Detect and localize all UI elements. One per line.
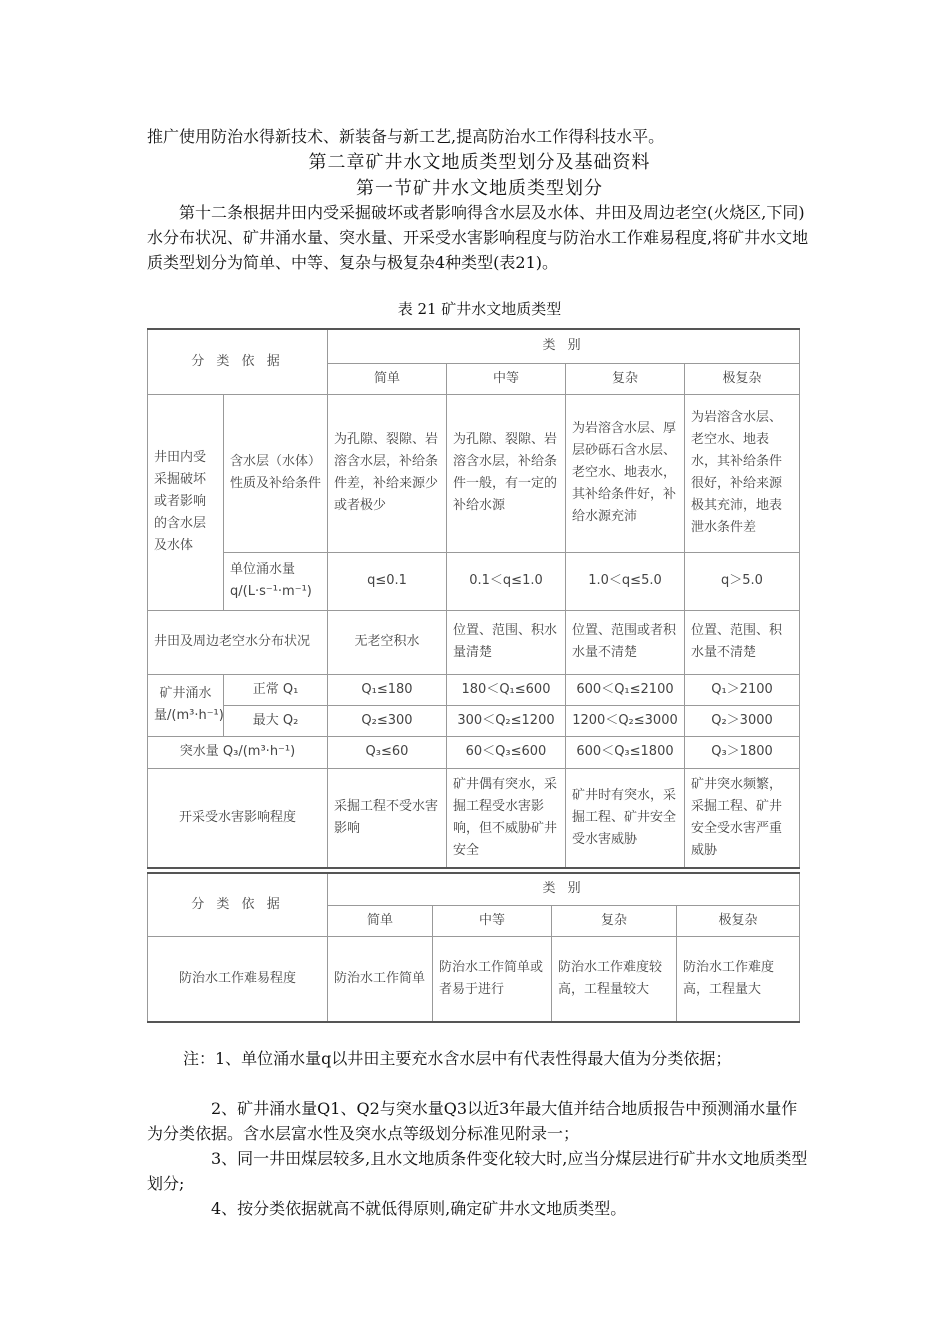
col-simple: 简单 <box>328 363 447 394</box>
section-title: 第一节矿井水文地质类型划分 <box>356 178 603 199</box>
basis-header: 分 类 依 据 <box>148 329 328 394</box>
difficulty-simple: 防治水工作简单 <box>328 936 433 1022</box>
goaf-medium: 位置、范围、积水量清楚 <box>447 610 566 674</box>
max-extreme: Q₂＞3000 <box>685 705 800 736</box>
article-12-paragraph: 第十二条根据井田内受采掘破坏或者影响得含水层及水体、井田及周边老空(火烧区,下同)水分布状况、矿井涌水量、突水量、开采受水害影响程度与防治水工作难易程度,将矿井水文地质类型划分为简单、中等、复杂与极复杂4种类型(表21)。 <box>147 203 809 272</box>
impact-medium: 矿井偶有突水，采掘工程受水害影响，但不威胁矿井安全 <box>447 768 566 868</box>
aquifer-nature-label: 含水层（水体）性质及补给条件 <box>224 394 328 552</box>
normal-simple: Q₁≤180 <box>328 674 447 705</box>
burst-simple: Q₃≤60 <box>328 736 447 768</box>
difficulty-table <box>147 872 800 1023</box>
note-4: 4、按分类依据就高不就低得原则,确定矿井水文地质类型。 <box>211 1199 627 1218</box>
unit-inflow-extreme: q＞5.0 <box>685 552 800 610</box>
table-caption: 表 21 矿井水文地质类型 <box>397 300 562 318</box>
burst-complex: 600＜Q₃≤1800 <box>566 736 685 768</box>
mine-inflow-label: 矿井涌水量/(m³·h⁻¹) <box>148 674 224 736</box>
max-complex: 1200＜Q₂≤3000 <box>566 705 685 736</box>
impact-label: 开采受水害影响程度 <box>148 768 328 868</box>
aquifer-nature-extreme: 为岩溶含水层、老空水、地表水，其补给条件很好，补给来源极其充沛，地表泄水条件差 <box>685 394 800 552</box>
unit-inflow-simple: q≤0.1 <box>328 552 447 610</box>
impact-complex: 矿井时有突水，采掘工程、矿井安全受水害威胁 <box>566 768 685 868</box>
col-extreme: 极复杂 <box>685 363 800 394</box>
normal-medium: 180＜Q₁≤600 <box>447 674 566 705</box>
difficulty-complex: 防治水工作难度较高，工程量较大 <box>552 936 677 1022</box>
goaf-complex: 位置、范围或者积水量不清楚 <box>566 610 685 674</box>
aquifer-nature-medium: 为孔隙、裂隙、岩溶含水层，补给条件一般，有一定的补给水源 <box>447 394 566 552</box>
note-2: 2、矿井涌水量Q1、Q2与突水量Q3以近3年最大值并结合地质报告中预测涌水量作为分类依据。含水层富水性及突水点等级划分标准见附录一； <box>147 1099 798 1143</box>
t2-basis-header: 分 类 依 据 <box>148 873 328 936</box>
normal-label: 正常 Q₁ <box>224 674 328 705</box>
note-3: 3、同一井田煤层较多,且水文地质条件变化较大时,应当分煤层进行矿井水文地质类型划分; <box>147 1149 808 1193</box>
col-medium: 中等 <box>447 363 566 394</box>
t2-col-extreme: 极复杂 <box>677 905 800 936</box>
hydro-type-table <box>147 328 800 869</box>
difficulty-extreme: 防治水工作难度高，工程量大 <box>677 936 800 1022</box>
burst-extreme: Q₃＞1800 <box>685 736 800 768</box>
burst-label: 突水量 Q₃/(m³·h⁻¹) <box>148 736 328 768</box>
t2-col-medium: 中等 <box>433 905 552 936</box>
max-label: 最大 Q₂ <box>224 705 328 736</box>
t2-category-header: 类 别 <box>328 873 800 905</box>
goaf-label: 井田及周边老空水分布状况 <box>148 610 328 674</box>
unit-inflow-medium: 0.1＜q≤1.0 <box>447 552 566 610</box>
normal-complex: 600＜Q₁≤2100 <box>566 674 685 705</box>
difficulty-label: 防治水工作难易程度 <box>148 936 328 1022</box>
unit-inflow-complex: 1.0＜q≤5.0 <box>566 552 685 610</box>
burst-medium: 60＜Q₃≤600 <box>447 736 566 768</box>
t2-col-complex: 复杂 <box>552 905 677 936</box>
group-aquifer-label: 井田内受采掘破坏或者影响的含水层及水体 <box>148 394 224 610</box>
unit-inflow-label: 单位涌水量 q/(L·s⁻¹·m⁻¹) <box>224 552 328 610</box>
aquifer-nature-simple: 为孔隙、裂隙、岩溶含水层，补给条件差，补给来源少或者极少 <box>328 394 447 552</box>
goaf-simple: 无老空积水 <box>328 610 447 674</box>
max-simple: Q₂≤300 <box>328 705 447 736</box>
impact-simple: 采掘工程不受水害影响 <box>328 768 447 868</box>
chapter-title: 第二章矿井水文地质类型划分及基础资料 <box>308 152 651 173</box>
impact-extreme: 矿井突水频繁，采掘工程、矿井安全受水害严重威胁 <box>685 768 800 868</box>
goaf-extreme: 位置、范围、积水量不清楚 <box>685 610 800 674</box>
intro-paragraph: 推广使用防治水得新技术、新装备与新工艺,提高防治水工作得科技水平。 <box>147 127 665 146</box>
t2-col-simple: 简单 <box>328 905 433 936</box>
max-medium: 300＜Q₂≤1200 <box>447 705 566 736</box>
note-1: 注：1、单位涌水量q以井田主要充水含水层中有代表性得最大值为分类依据； <box>183 1049 732 1068</box>
aquifer-nature-complex: 为岩溶含水层、厚层砂砾石含水层、老空水、地表水，其补给条件好，补给水源充沛 <box>566 394 685 552</box>
normal-extreme: Q₁＞2100 <box>685 674 800 705</box>
col-complex: 复杂 <box>566 363 685 394</box>
difficulty-medium: 防治水工作简单或者易于进行 <box>433 936 552 1022</box>
category-header: 类 别 <box>328 329 800 363</box>
